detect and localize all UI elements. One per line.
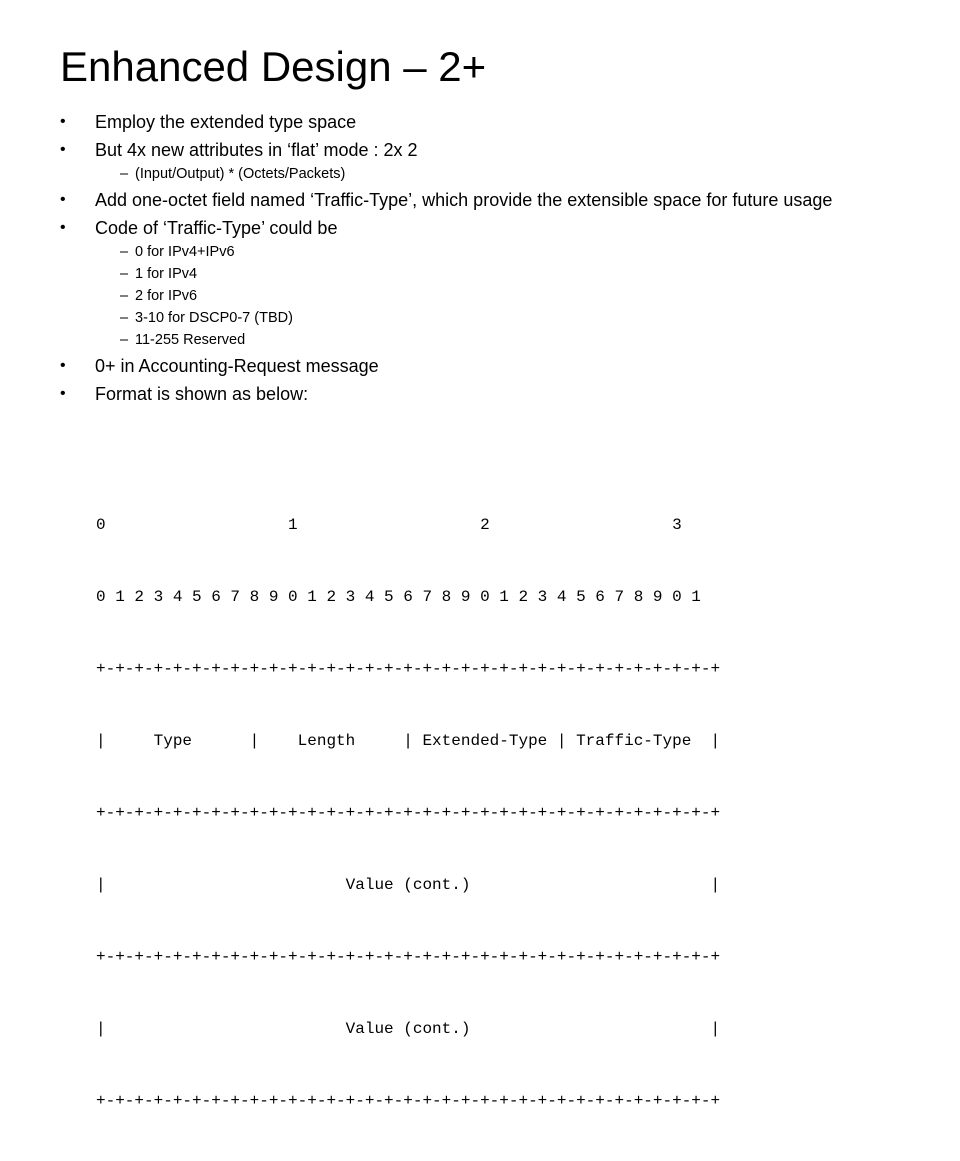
bullet-text: Code of ‘Traffic-Type’ could be <box>95 218 338 238</box>
bullet-item <box>60 218 890 238</box>
sub-bullet-marker: – <box>120 288 129 304</box>
bullet-marker: • <box>60 113 66 130</box>
bullet-marker: • <box>60 219 66 236</box>
packet-border-row: +-+-+-+-+-+-+-+-+-+-+-+-+-+-+-+-+-+-+-+-+-+-+-+-+-+-+-+-+-+-+-+-+ <box>96 804 721 822</box>
bullet-item <box>60 356 890 376</box>
bullet-item <box>60 140 890 160</box>
packet-border-row: +-+-+-+-+-+-+-+-+-+-+-+-+-+-+-+-+-+-+-+-+-+-+-+-+-+-+-+-+-+-+-+-+ <box>96 1092 721 1110</box>
bullet-text: Employ the extended type space <box>95 112 357 132</box>
bullet-marker: • <box>60 141 66 158</box>
sub-bullet-marker: – <box>120 166 129 182</box>
sub-bullet-marker: – <box>120 266 129 282</box>
bullet-marker: • <box>60 385 66 402</box>
bullet-text: Format is shown as below: <box>95 384 309 404</box>
sub-bullet-item <box>60 244 890 261</box>
packet-border-row: +-+-+-+-+-+-+-+-+-+-+-+-+-+-+-+-+-+-+-+-+-+-+-+-+-+-+-+-+-+-+-+-+ <box>96 660 721 678</box>
bullet-text: 0+ in Accounting-Request message <box>95 356 379 376</box>
sub-bullet-text: 2 for IPv6 <box>135 288 198 304</box>
packet-format-diagram <box>96 465 720 1161</box>
bullet-text: Add one-octet field named ‘Traffic-Type’, which provide the extensible space for future usage <box>95 190 833 210</box>
bullet-marker: • <box>60 357 66 374</box>
sub-bullet-marker: – <box>120 332 129 348</box>
sub-bullet-marker: – <box>120 244 129 260</box>
sub-bullet-item <box>60 310 890 327</box>
sub-bullet-item <box>60 288 890 305</box>
sub-bullet-item <box>60 166 890 183</box>
slide-title: Enhanced Design – 2+ <box>60 43 487 90</box>
sub-bullet-text: (Input/Output) * (Octets/Packets) <box>135 166 346 182</box>
bullet-text: But 4x new attributes in ‘flat’ mode : 2x 2 <box>95 140 418 160</box>
bullet-list <box>60 112 890 412</box>
bullet-item <box>60 190 890 210</box>
bullet-item <box>60 112 890 132</box>
bit-position-units-row: 0 1 2 3 4 5 6 7 8 9 0 1 2 3 4 5 6 7 8 9 0 1 2 3 4 5 6 7 8 9 0 1 <box>96 588 701 606</box>
packet-header-fields-row: | Type | Length | Extended-Type | Traffic-Type | <box>96 732 721 750</box>
bullet-marker: • <box>60 191 66 208</box>
sub-bullet-item <box>60 266 890 283</box>
sub-bullet-text: 0 for IPv4+IPv6 <box>135 244 235 260</box>
packet-value-row: | Value (cont.) | <box>96 1020 721 1038</box>
sub-bullet-text: 1 for IPv4 <box>135 266 198 282</box>
packet-value-row: | Value (cont.) | <box>96 876 721 894</box>
bullet-item <box>60 384 890 404</box>
packet-border-row: +-+-+-+-+-+-+-+-+-+-+-+-+-+-+-+-+-+-+-+-+-+-+-+-+-+-+-+-+-+-+-+-+ <box>96 948 721 966</box>
sub-bullet-item <box>60 332 890 349</box>
sub-bullet-text: 3-10 for DSCP0-7 (TBD) <box>135 310 293 326</box>
sub-bullet-marker: – <box>120 310 129 326</box>
sub-bullet-text: 11-255 Reserved <box>135 332 246 348</box>
bit-position-tens-row: 0 1 2 3 <box>96 516 682 534</box>
